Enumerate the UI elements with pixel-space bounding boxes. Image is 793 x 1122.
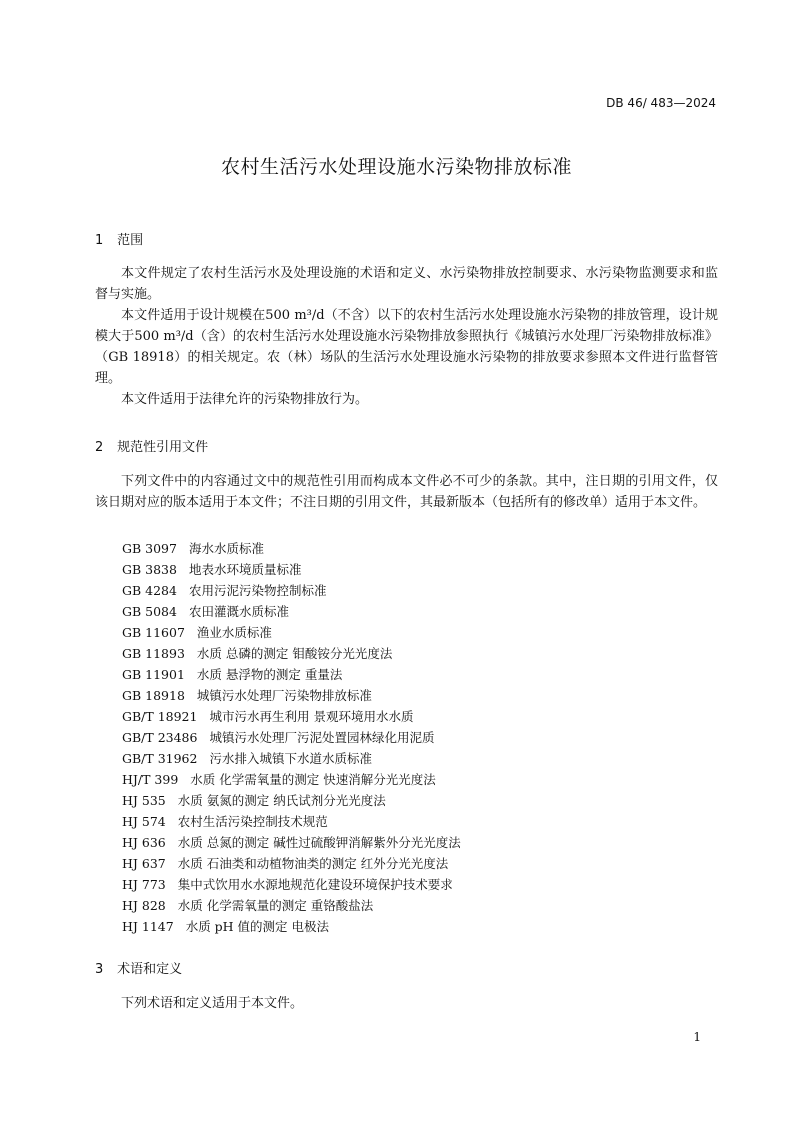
reference-code: GB/T 18921 — [122, 709, 198, 724]
section-number: 1 — [95, 233, 104, 248]
reference-name: 城镇污水处理厂污泥处置园林绿化用泥质 — [209, 730, 435, 745]
reference-code: GB/T 23486 — [122, 730, 198, 745]
reference-name: 污水排入城镇下水道水质标准 — [209, 751, 372, 766]
reference-item — [122, 853, 461, 874]
reference-item — [122, 685, 461, 706]
reference-item — [122, 811, 461, 832]
reference-name: 水质 悬浮物的测定 重量法 — [196, 667, 343, 682]
reference-code: GB 11893 — [122, 646, 185, 661]
doc-code: DB 46/ 483—2024 — [606, 96, 716, 110]
references-intro-paragraph: 下列文件中的内容通过文中的规范性引用而构成本文件必不可少的条款。其中，注日期的引用文件，仅该日期对应的版本适用于本文件；不注日期的引用文件，其最新版本（包括所有的修改单）适用于本文件。 — [95, 474, 718, 510]
reference-name: 水质 总氮的测定 碱性过硫酸钾消解紫外分光光度法 — [177, 835, 461, 850]
reference-name: 渔业水质标准 — [196, 625, 272, 640]
reference-list — [122, 538, 461, 937]
reference-item — [122, 748, 461, 769]
section-number: 2 — [95, 440, 104, 455]
reference-item — [122, 769, 461, 790]
reference-code: HJ 828 — [122, 898, 166, 913]
reference-item — [122, 559, 461, 580]
reference-code: GB 11901 — [122, 667, 185, 682]
reference-name: 农用污泥污染物控制标准 — [188, 583, 327, 598]
section-heading-terms — [95, 958, 182, 977]
terms-intro-paragraph: 下列术语和定义适用于本文件。 — [121, 996, 304, 1011]
document-title: 农村生活污水处理设施水污染物排放标准 — [220, 156, 572, 178]
reference-item — [122, 580, 461, 601]
reference-name: 水质 石油类和动植物油类的测定 红外分光光度法 — [177, 856, 449, 871]
reference-item — [122, 895, 461, 916]
reference-code: HJ/T 399 — [122, 772, 179, 787]
reference-code: GB 5084 — [122, 604, 177, 619]
reference-code: HJ 535 — [122, 793, 166, 808]
scope-paragraph-1: 本文件规定了农村生活污水及处理设施的术语和定义、水污染物排放控制要求、水污染物监测要求和监督与实施。 — [95, 266, 718, 302]
reference-code: GB 18918 — [122, 688, 185, 703]
reference-name: 农田灌溉水质标准 — [188, 604, 289, 619]
reference-code: GB 3838 — [122, 562, 177, 577]
reference-item — [122, 622, 461, 643]
reference-item — [122, 643, 461, 664]
reference-item — [122, 790, 461, 811]
reference-code: GB 4284 — [122, 583, 177, 598]
section-title: 规范性引用文件 — [117, 440, 209, 455]
section-number: 3 — [95, 962, 104, 977]
reference-item — [122, 727, 461, 748]
reference-item — [122, 664, 461, 685]
reference-name: 城市污水再生利用 景观环境用水水质 — [209, 709, 414, 724]
reference-name: 水质 氨氮的测定 纳氏试剂分光光度法 — [177, 793, 386, 808]
reference-item — [122, 832, 461, 853]
reference-name: 水质 化学需氧量的测定 快速消解分光光度法 — [190, 772, 436, 787]
reference-item — [122, 601, 461, 622]
scope-paragraph-2: 本文件适用于设计规模在500 m³/d（不含）以下的农村生活污水处理设施水污染物的排放管理，设计规模大于500 m³/d（含）的农村生活污水处理设施水污染物排放参照执行《城镇污水处理厂污染物排放标准》（GB 18918）的相关规定。农（林）场队的生活污水处理设施水污染物的排放要求参照本文件进行监督管理。 — [95, 308, 718, 386]
section-heading-normative-references — [95, 436, 208, 455]
reference-code: GB/T 31962 — [122, 751, 198, 766]
reference-name: 水质 总磷的测定 钼酸铵分光光度法 — [196, 646, 393, 661]
reference-name: 地表水环境质量标准 — [188, 562, 302, 577]
section-title: 术语和定义 — [117, 962, 183, 977]
scope-paragraph-3: 本文件适用于法律允许的污染物排放行为。 — [121, 392, 369, 407]
page-number: 1 — [693, 1030, 701, 1044]
reference-code: HJ 636 — [122, 835, 166, 850]
section-heading-scope — [95, 229, 143, 248]
reference-code: HJ 1147 — [122, 919, 174, 934]
reference-name: 水质 化学需氧量的测定 重铬酸盐法 — [177, 898, 374, 913]
reference-item — [122, 706, 461, 727]
reference-code: HJ 574 — [122, 814, 166, 829]
reference-item — [122, 874, 461, 895]
reference-code: GB 11607 — [122, 625, 185, 640]
reference-code: HJ 637 — [122, 856, 166, 871]
reference-name: 集中式饮用水水源地规范化建设环境保护技术要求 — [177, 877, 453, 892]
reference-item — [122, 538, 461, 559]
reference-code: HJ 773 — [122, 877, 166, 892]
reference-code: GB 3097 — [122, 541, 177, 556]
reference-name: 农村生活污染控制技术规范 — [177, 814, 328, 829]
section-title: 范围 — [117, 233, 144, 248]
reference-name: 海水水质标准 — [188, 541, 264, 556]
reference-item — [122, 916, 461, 937]
reference-name: 城镇污水处理厂污染物排放标准 — [196, 688, 372, 703]
reference-name: 水质 pH 值的测定 电极法 — [185, 919, 330, 934]
